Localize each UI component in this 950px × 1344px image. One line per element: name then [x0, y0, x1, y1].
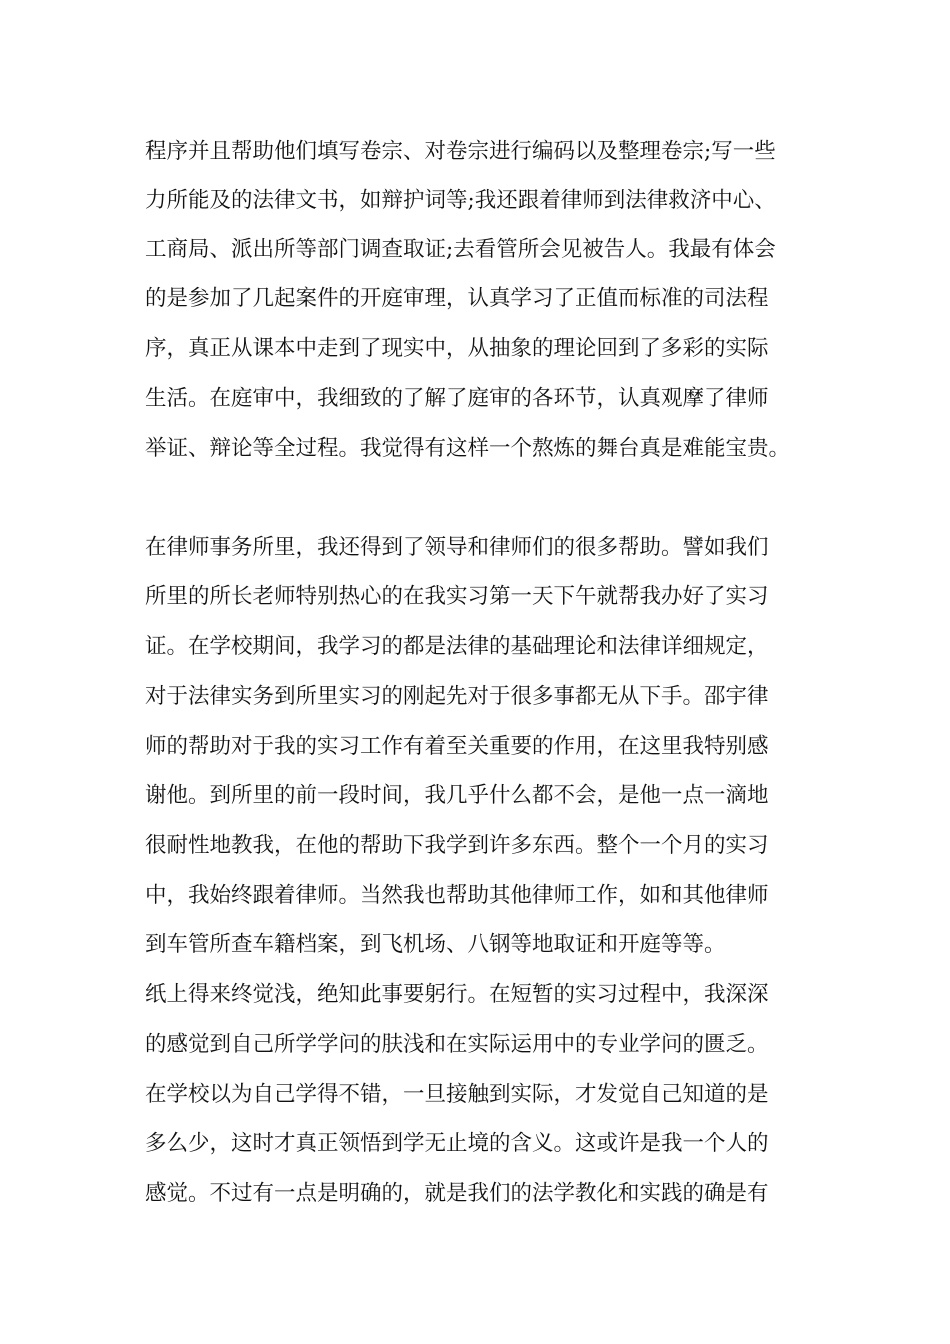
paragraph-1-line-5: 序，真正从课本中走到了现实中，从抽象的理论回到了多彩的实际	[145, 336, 769, 361]
paragraph-2-line-1: 在律师事务所里，我还得到了领导和律师们的很多帮助。譬如我们	[145, 535, 769, 560]
paragraph-1-line-6: 生活。在庭审中，我细致的了解了庭审的各环节，认真观摩了律师	[145, 386, 769, 411]
paragraph-2-line-9: 到车管所查车籍档案，到飞机场、八钢等地取证和开庭等等。	[145, 932, 726, 957]
paragraph-2-line-5: 师的帮助对于我的实习工作有着至关重要的作用，在这里我特别感	[145, 734, 769, 759]
paragraph-1-line-4: 的是参加了几起案件的开庭审理，认真学习了正值而标准的司法程	[145, 286, 769, 311]
paragraph-2-line-3: 证。在学校期间，我学习的都是法律的基础理论和法律详细规定，	[145, 634, 769, 659]
paragraph-3-line-5: 感觉。不过有一点是明确的，就是我们的法学教化和实践的确是有	[145, 1181, 769, 1206]
paragraph-1-line-2: 力所能及的法律文书，如辩护词等;我还跟着律师到法律救济中心、	[145, 188, 776, 213]
paragraph-3-line-3: 在学校以为自己学得不错，一旦接触到实际，才发觉自己知道的是	[145, 1082, 769, 1107]
paragraph-2-line-2: 所里的所长老师特别热心的在我实习第一天下午就帮我办好了实习	[145, 584, 769, 609]
paragraph-3-line-2: 的感觉到自己所学学问的肤浅和在实际运用中的专业学问的匮乏。	[145, 1032, 769, 1057]
paragraph-1-line-1: 程序并且帮助他们填写卷宗、对卷宗进行编码以及整理卷宗;写一些	[145, 139, 776, 164]
paragraph-2-line-4: 对于法律实务到所里实习的刚起先对于很多事都无从下手。邵宇律	[145, 684, 769, 709]
paragraph-3-line-4: 多么少，这时才真正领悟到学无止境的含义。这或许是我一个人的	[145, 1131, 769, 1156]
paragraph-2-line-8: 中，我始终跟着律师。当然我也帮助其他律师工作，如和其他律师	[145, 883, 769, 908]
paragraph-2-line-6: 谢他。到所里的前一段时间，我几乎什么都不会，是他一点一滴地	[145, 783, 769, 808]
paragraph-1-line-3: 工商局、派出所等部门调查取证;去看管所会见被告人。我最有体会	[145, 237, 776, 262]
paragraph-3-line-1: 纸上得来终觉浅，绝知此事要躬行。在短暂的实习过程中，我深深	[145, 982, 769, 1007]
paragraph-1-line-7: 举证、辩论等全过程。我觉得有这样一个熬炼的舞台真是难能宝贵。	[145, 436, 791, 461]
paragraph-2-line-7: 很耐性地教我，在他的帮助下我学到许多东西。整个一个月的实习	[145, 833, 769, 858]
